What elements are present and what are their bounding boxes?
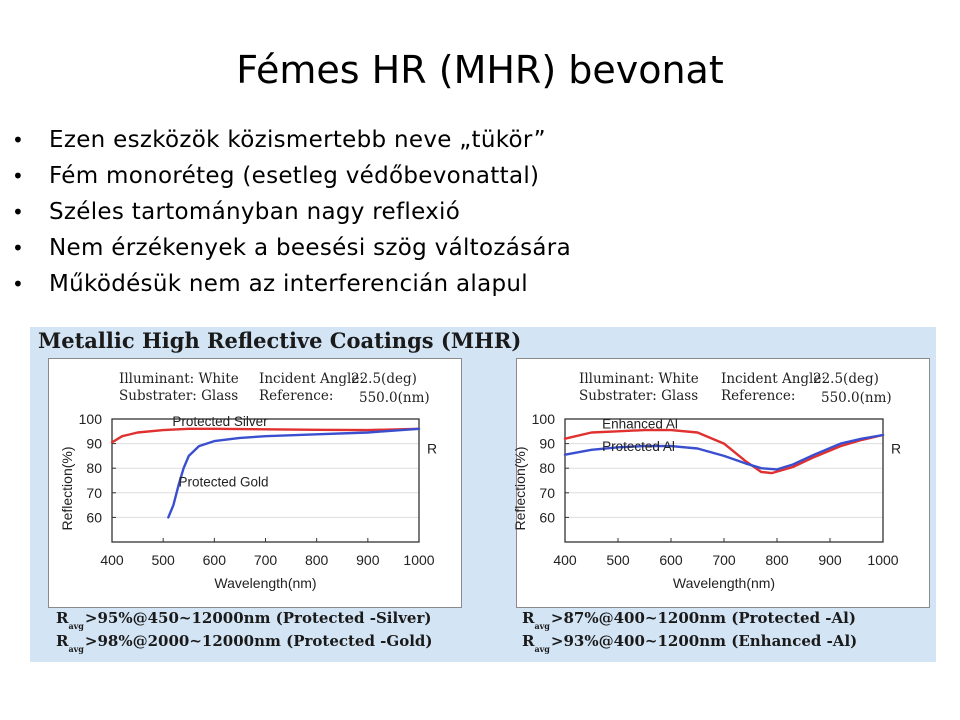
y-tick-label: 60 [539, 509, 555, 526]
y-tick-label: 100 [531, 411, 555, 427]
reference-label: Reference: [721, 388, 796, 404]
angle-value: 22.5(deg) [813, 371, 879, 387]
y-tick-label: 60 [86, 509, 102, 526]
x-tick-label: 800 [765, 552, 789, 568]
y-tick-label: 90 [86, 435, 102, 452]
x-tick-label: 600 [202, 552, 227, 568]
y-tick-label: 80 [539, 460, 555, 477]
x-tick-label: 900 [818, 552, 842, 568]
slide-title: Fémes HR (MHR) bevonat [236, 48, 724, 92]
series-label: Protected Silver [172, 413, 268, 429]
reflection-chart-silver-gold [49, 359, 461, 607]
r-axis-label: R [427, 440, 438, 457]
series-label: Enhanced Al [602, 416, 678, 432]
y-tick-label: 80 [86, 460, 102, 477]
reference-value: 550.0(nm) [821, 390, 892, 406]
x-axis-title: Wavelength(nm) [214, 575, 317, 591]
substrate-label: Substrater: Glass [119, 388, 239, 404]
figure-title: Metallic High Reflective Coatings (MHR) [38, 328, 522, 353]
reference-value: 550.0(nm) [359, 390, 430, 406]
reference-label: Reference: [259, 388, 334, 404]
x-axis-title: Wavelength(nm) [672, 575, 776, 591]
illuminant-label: Illuminant: White [579, 371, 699, 387]
angle-label: Incident Angle: [259, 371, 364, 387]
bullet-item: • Nem érzékenyek a beesési szög változására [12, 230, 571, 266]
bullet-list [12, 122, 571, 302]
x-tick-label: 600 [659, 552, 683, 568]
series-line [168, 429, 419, 518]
summary-line: $R_{avg}>87\%@400\sim 1200nm$ (Protected -Al) [522, 609, 856, 631]
r-axis-label: R [891, 440, 902, 457]
y-tick-label: 70 [86, 484, 102, 501]
x-tick-label: 800 [304, 552, 329, 568]
plot-frame [565, 419, 883, 542]
x-tick-label: 400 [553, 552, 577, 568]
x-tick-label: 900 [356, 552, 380, 568]
series-label: Protected Gold [178, 474, 269, 490]
reflection-chart-aluminium [512, 359, 929, 607]
x-tick-label: 1000 [403, 552, 435, 568]
summary-line: $R_{avg}>98\%@2000\sim 12000nm$ (Protected -Gold) [56, 632, 433, 654]
x-tick-label: 700 [253, 552, 278, 568]
substrate-label: Substrater: Glass [579, 388, 699, 404]
y-axis-title: Reflection(%) [512, 446, 528, 531]
x-tick-label: 500 [151, 552, 175, 568]
chart-panel-silver-gold [48, 358, 462, 608]
bullet-item: • Fém monoréteg (esetleg védőbevonattal) [12, 158, 571, 194]
y-tick-label: 90 [539, 435, 555, 452]
bullet-item: • Széles tartományban nagy reflexió [12, 194, 571, 230]
x-tick-label: 500 [606, 552, 630, 568]
y-tick-label: 70 [539, 484, 555, 501]
y-axis-title: Reflection(%) [59, 446, 75, 531]
angle-value: 22.5(deg) [351, 371, 417, 387]
summary-line: $R_{avg}>95\%@450\sim 12000nm$ (Protected -Silver) [56, 609, 432, 631]
angle-label: Incident Angle: [721, 371, 826, 387]
x-tick-label: 700 [712, 552, 736, 568]
series-label: Protected Al [602, 438, 675, 454]
summary-line: $R_{avg}>93\%@400\sim 1200nm$ (Enhanced -Al) [522, 632, 858, 654]
illuminant-label: Illuminant: White [119, 371, 239, 387]
chart-panel-aluminium [512, 358, 930, 608]
x-tick-label: 1000 [867, 552, 899, 568]
bullet-item: • Ezen eszközök közismertebb neve „tükör” [12, 122, 571, 158]
y-tick-label: 100 [78, 411, 102, 427]
x-tick-label: 400 [100, 552, 124, 568]
bullet-item: • Működésük nem az interferencián alapul [12, 266, 571, 302]
